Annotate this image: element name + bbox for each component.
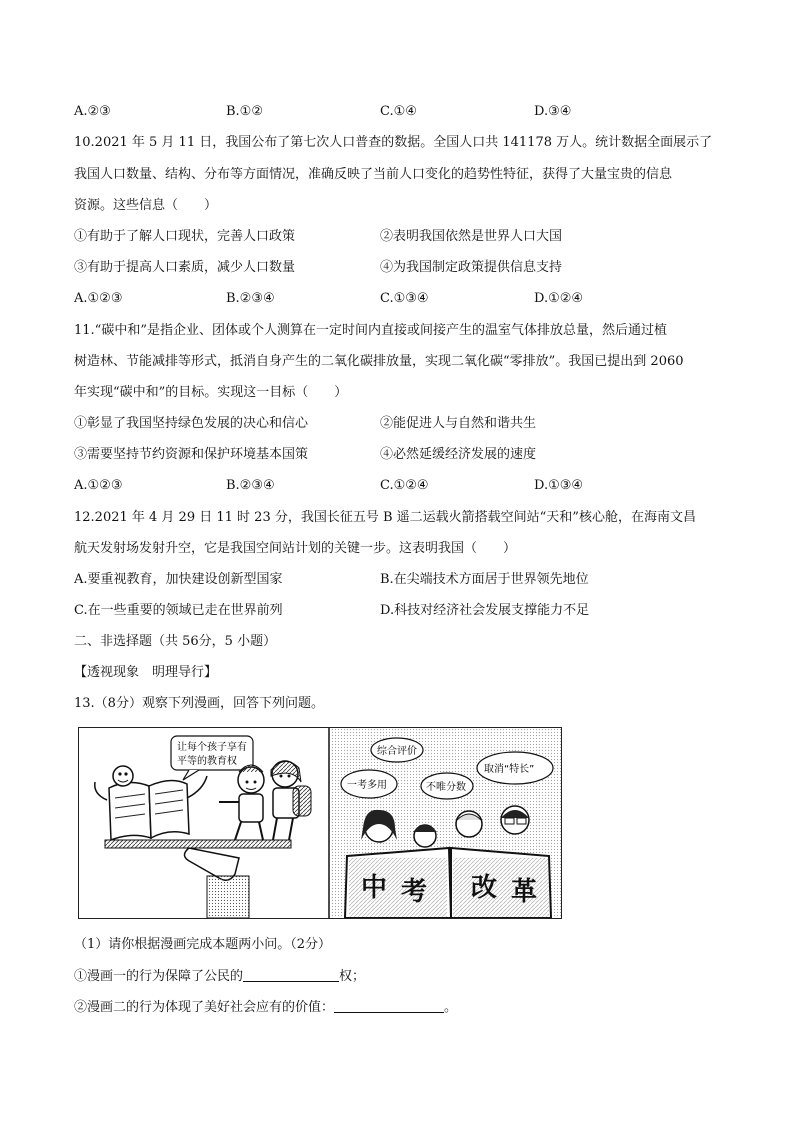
cartoon-bubble-multi-use: 一考多用 (347, 780, 387, 791)
answer-blank-1[interactable] (243, 967, 339, 982)
q10-option-d: D.①②④ (534, 291, 584, 306)
q9-option-a: A.②③ (74, 104, 111, 119)
cartoon-bubble-line-2: 平等的教育权 (177, 756, 237, 767)
q12-option-a: A.要重视教育，加快建设创新型国家 (74, 572, 283, 587)
q11-stem-line-3: 年实现“碳中和”的目标。实现这一目标（ ） (74, 385, 348, 400)
q11-statement-2: ②能促进人与自然和谐共生 (380, 416, 537, 431)
answer-blank-2[interactable] (334, 998, 444, 1013)
q11-statement-3: ③需要坚持节约资源和保护环境基本国策 (74, 447, 309, 462)
q13-sub-2-prefix: ②漫画二的行为体现了美好社会应有的价值： (74, 1000, 335, 1015)
q11-option-a: A.①②③ (74, 478, 123, 493)
q11-option-d: D.①③④ (534, 478, 584, 493)
q10-option-c: C.①③④ (380, 291, 429, 306)
cartoon-bubble-line-1: 让每个孩子享有 (177, 742, 247, 753)
q13-part-1: （1）请你根据漫画完成本题两小问。（2分） (74, 937, 332, 952)
cartoon-bubble-comprehensive: 综合评价 (377, 746, 417, 757)
q13-sub-1-suffix: 权； (339, 969, 366, 984)
q12-option-c: C.在一些重要的领域已走在世界前列 (74, 603, 283, 618)
q10-option-a: A.①②③ (74, 291, 123, 306)
q9-option-d: D.③④ (534, 104, 572, 119)
q10-statement-3: ③有助于提高人口素质，减少人口数量 (74, 260, 296, 275)
cartoon-bubble-not-score: 不唯分数 (426, 782, 466, 793)
q11-statement-4: ④必然延缓经济发展的速度 (380, 447, 537, 462)
q11-statement-1: ①彰显了我国坚持绿色发展的决心和信心 (74, 416, 309, 431)
q10-stem-line-3: 资源。这些信息（ ） (74, 198, 218, 213)
q10-stem-line-2: 我国人口数量、结构、分布等方面情况，准确反映了当前人口变化的趋势性特征，获得了大量宝贵的信息 (74, 167, 673, 182)
q12-stem-line-2: 航天发射场发射升空，它是我国空间站计划的关键一步。这表明我国（ ） (74, 541, 517, 556)
cartoon-bubble-cancel-specialty: 取消“特长” (484, 764, 535, 775)
cartoon-book-char-1: 中 (361, 873, 388, 903)
q10-statement-2: ②表明我国依然是世界人口大国 (380, 229, 563, 244)
q10-stem-line-1: 10.2021 年 5 月 11 日，我国公布了第七次人口普查的数据。全国人口共 141178 万人。统计数据全面展示了 (74, 135, 713, 150)
cartoon-book-char-4: 革 (511, 877, 538, 907)
q11-stem-line-2: 树造林、节能减排等形式，抵消自身产生的二氧化碳排放量，实现二氧化碳“零排放”。我国已提出到 2060 (74, 354, 684, 369)
section-subheading: 【透视现象 明理导行】 (74, 665, 218, 680)
q10-statement-1: ①有助于了解人口现状，完善人口政策 (74, 229, 296, 244)
q11-stem-line-1: 11.“碳中和”是指企业、团体或个人测算在一定时间内直接或间接产生的温室气体排放总量，然后通过植 (74, 323, 667, 338)
cartoon-figure (78, 727, 562, 919)
q10-statement-4: ④为我国制定政策提供信息支持 (380, 260, 563, 275)
section-heading: 二、非选择题（共 56分，5 小题） (74, 634, 277, 649)
q13-sub-1 (74, 967, 365, 986)
q11-option-c: C.①②④ (380, 478, 429, 493)
cartoon-illustration (79, 728, 561, 918)
q12-option-b: B.在尖端技术方面居于世界领先地位 (380, 572, 589, 587)
q12-stem-line-1: 12.2021 年 4 月 29 日 11 时 23 分，我国长征五号 B 遥二运载火箭搭载空间站“天和”核心舱，在海南文昌 (74, 510, 696, 525)
q9-option-c: C.①④ (380, 104, 417, 119)
q10-option-b: B.②③④ (226, 291, 275, 306)
q12-option-d: D.科技对经济社会发展支撑能力不足 (380, 603, 590, 618)
q11-option-b: B.②③④ (226, 478, 275, 493)
q13-sub-2-suffix: 。 (444, 1000, 458, 1015)
q13-stem: 13.（8分）观察下列漫画，回答下列问题。 (74, 696, 324, 711)
cartoon-book-char-2: 考 (401, 877, 428, 907)
cartoon-book-char-3: 改 (471, 873, 498, 903)
q13-sub-2 (74, 998, 457, 1017)
q13-sub-1-prefix: ①漫画一的行为保障了公民的 (74, 969, 244, 984)
q9-option-b: B.①② (226, 104, 263, 119)
cartoon-panel-one (95, 736, 311, 918)
cartoon-panel-two (329, 728, 561, 918)
